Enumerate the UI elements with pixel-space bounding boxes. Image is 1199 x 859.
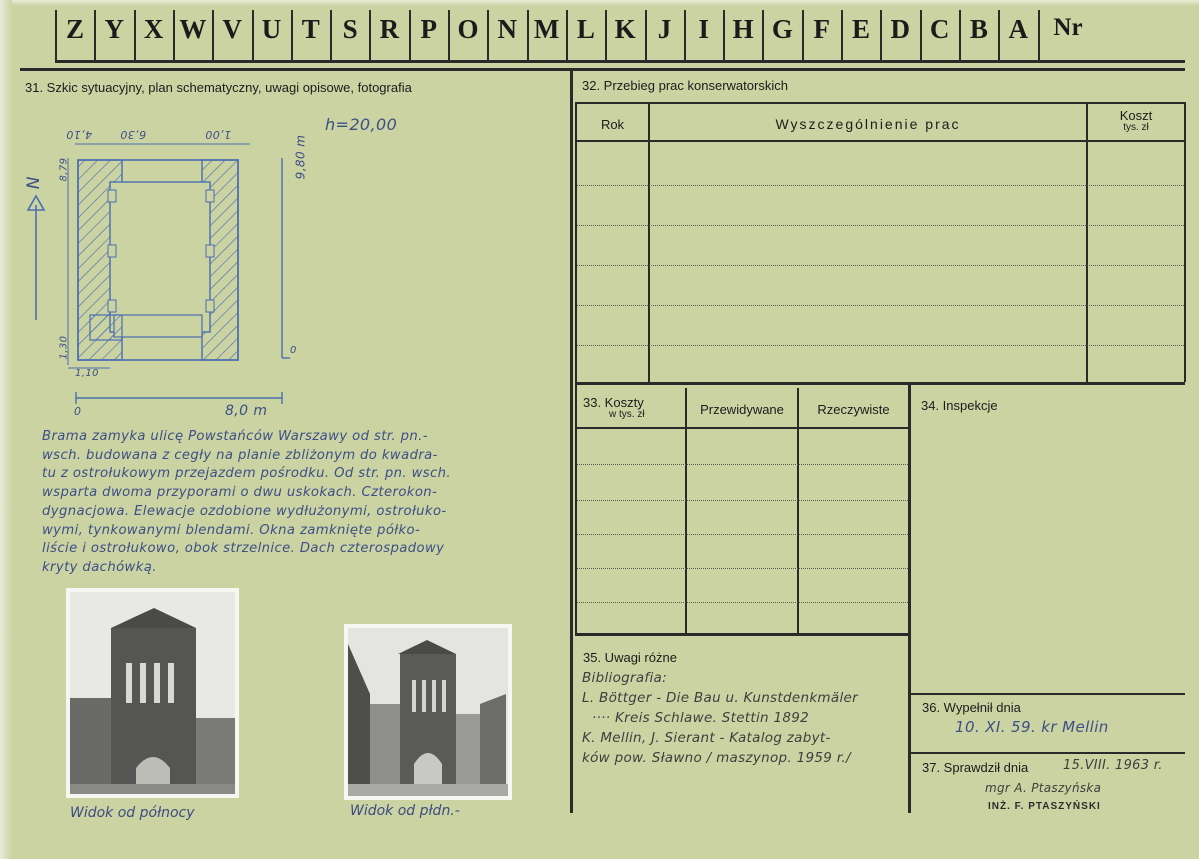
header-letter: C (929, 14, 950, 44)
header-letter: N (497, 14, 518, 44)
s32-row-line (577, 265, 1184, 266)
s32-left (575, 102, 577, 382)
header-letter: I (698, 14, 710, 44)
dim-left-1: 8,79 (58, 157, 70, 182)
dim-bottom: 1,10 (75, 368, 99, 379)
s32-bottom (575, 382, 1185, 385)
scale-zero: 0 (74, 405, 82, 418)
schematic-plan-sketch (20, 110, 440, 430)
header-letter: H (732, 14, 754, 44)
s32-col-details: Wyszczególnienie prac (775, 116, 961, 132)
s32-right (1184, 102, 1186, 382)
header-letter: A (1008, 14, 1028, 44)
header-letter: B (969, 14, 988, 44)
s32-header-top (575, 102, 1185, 104)
s37-date: 15.VIII. 1963 r. (1063, 758, 1163, 773)
header-letter: W (179, 14, 207, 44)
s33-bottom (575, 633, 910, 636)
photo-south-view (344, 624, 512, 800)
s32-row-line (577, 225, 1184, 226)
s33-row-line (577, 568, 908, 569)
s36-value: 10. XI. 59. kr Mellin (955, 718, 1109, 736)
header-letter: G (771, 14, 793, 44)
s32-col-year: Rok (600, 117, 625, 132)
s32-col-2 (1086, 102, 1088, 382)
header-letter: K (614, 14, 636, 44)
s33-row-line (577, 534, 908, 535)
s32-row-line (577, 345, 1184, 346)
s37-signature: mgr A. Ptaszyńska (985, 781, 1102, 795)
header-letter: L (576, 14, 595, 44)
s33-left (575, 385, 577, 635)
dim-left-2: 1,30 (58, 335, 70, 360)
s32-row-line (577, 185, 1184, 186)
header-letter: Y (104, 14, 125, 44)
header-letter: R (379, 14, 400, 44)
header-letter: D (890, 14, 911, 44)
s33-col-2 (797, 388, 799, 633)
s33-right (908, 385, 911, 813)
header-letter: P (420, 14, 437, 44)
dim-top-3: 1,00 (205, 128, 232, 141)
s34-bottom (910, 693, 1185, 695)
header-letter: O (457, 14, 479, 44)
header-bottom-rule (55, 60, 1185, 63)
s33-row-line (577, 464, 908, 465)
s33-col-actual: Rzeczywiste (817, 402, 890, 417)
s32-header-bottom (575, 140, 1185, 142)
top-frame-rule (20, 68, 1185, 71)
header-letter: Z (65, 14, 84, 44)
dim-right-zero: 0 (290, 345, 297, 356)
photo-north-view (66, 588, 239, 798)
s33-col-1 (685, 388, 687, 633)
header-cell-divider (1038, 10, 1040, 62)
section-37-title: 37. Sprawdził dnia (922, 760, 1029, 775)
dim-right: 9,80 m (293, 134, 308, 180)
s33-row-line (577, 500, 908, 501)
height-note: h=20,00 (325, 115, 398, 134)
dim-top-2: 6,30 (120, 128, 147, 141)
s33-col-planned: Przewidywane (700, 402, 784, 417)
header-letter: M (533, 14, 560, 44)
header-letter: U (261, 14, 282, 44)
photo-north-image (66, 588, 239, 798)
description-text: Brama zamyka ulicę Powstańców Warszawy od str. pn.- wsch. budowana z cegły na planie zbliżonym do kwadra- tu z ostrołukowym przejazdem pośrodku. Od str. pn. wsch. wsparta dwoma przyporami o dwu uskokach. Czterokon- dygnacjowa. Elewacje ozdobione wydłużonymi, ostrołuko- wymi, tynkowanymi blendami. Okna zamknięte półko- liście i ostrołukowo, obok strzelnice. Dach czterospadowy kryty dachówką. (42, 429, 452, 575)
s37-stamp: INŻ. F. PTASZYŃSKI (988, 801, 1101, 812)
header-letter: X (143, 14, 164, 44)
header-nr: Nr (1053, 14, 1083, 41)
header-letter: T (301, 14, 320, 44)
card-edge-left (0, 0, 12, 859)
s36-bottom (910, 752, 1185, 754)
section-34-title: 34. Inspekcje (921, 398, 998, 413)
s35-notes: Bibliografia: L. Böttger - Die Bau u. Kunstdenkmäler ···· Kreis Schlawe. Stettin 1892 K. Mellin, J. Sierant - Katalog zabyt- ków pow. Sławno / maszynop. 1959 r./ (582, 670, 858, 766)
card-edge-top (0, 0, 1199, 6)
header-letter: S (342, 14, 358, 44)
header-letter: E (851, 14, 870, 44)
header-letter: F (813, 14, 830, 44)
header-letter: J (657, 14, 672, 44)
s33-row-line (577, 602, 908, 603)
section-36-title: 36. Wypełnił dnia (922, 700, 1021, 715)
scale-end: 8,0 m (225, 403, 268, 419)
s32-col-1 (648, 102, 650, 382)
section-31-title: 31. Szkic sytuacyjny, plan schematyczny, uwagi opisowe, fotografia (25, 80, 412, 95)
photo-south-caption: Widok od płdn.- (350, 803, 460, 819)
dim-top-1: 4,10 (66, 128, 93, 141)
s32-row-line (577, 305, 1184, 306)
s32-col-cost: Koszt tys. zł (1119, 108, 1153, 133)
header-letter: V (222, 14, 242, 44)
center-divider (570, 68, 573, 813)
north-label: N (21, 176, 42, 190)
photo-north-caption: Widok od północy (70, 805, 195, 821)
s33-header-bottom (575, 427, 910, 429)
photo-south-image (344, 624, 512, 800)
section-32-title: 32. Przebieg prac konserwatorskich (582, 78, 788, 93)
section-35-title: 35. Uwagi różne (583, 650, 677, 665)
s33-title: 33. Koszty w tys. zł (583, 395, 645, 420)
